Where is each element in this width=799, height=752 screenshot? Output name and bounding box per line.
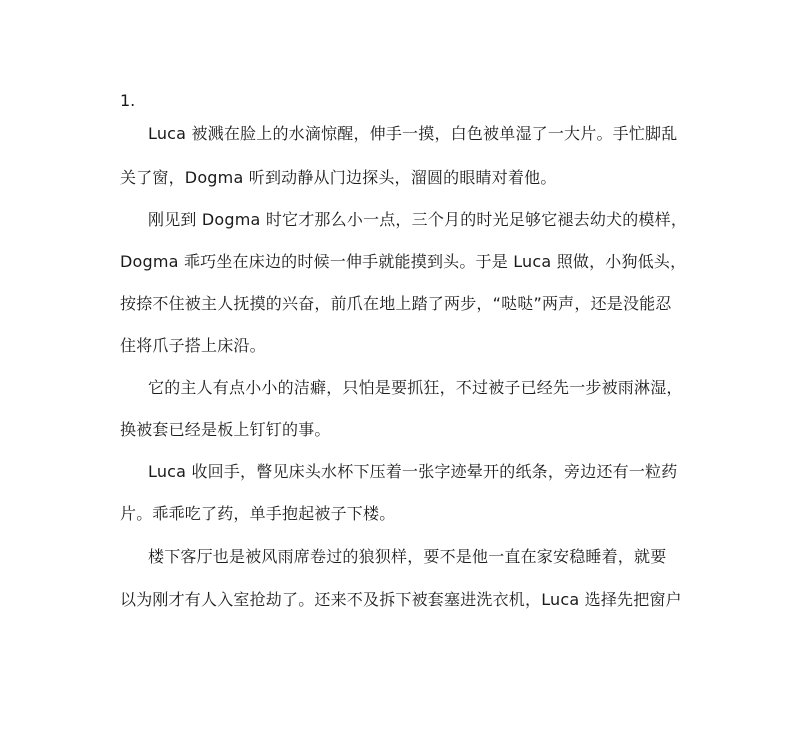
paragraph-line: 刚见到 Dogma 时它才那么小一点，三个月的时光足够它褪去幼犬的模样， [148, 210, 688, 229]
paragraph-line: Dogma 乖巧坐在床边的时候一伸手就能摸到头。于是 Luca 照做，小狗低头， [120, 252, 687, 271]
paragraph-line: 楼下客厅也是被风雨席卷过的狼狈样，要不是他一直在家安稳睡着，就要 [148, 547, 667, 566]
paragraph-line: Luca 被溅在脸上的水滴惊醒，伸手一摸，白色被单湿了一大片。手忙脚乱 [148, 124, 678, 143]
paragraph-line: 关了窗，Dogma 听到动静从门边探头，溜圆的眼睛对着他。 [120, 168, 557, 187]
paragraph-line: 按捺不住被主人抚摸的兴奋，前爪在地上踏了两步，“哒哒”两声，还是没能忍 [120, 294, 672, 313]
paragraph-line: 换被套已经是板上钉钉的事。 [120, 420, 331, 439]
paragraph-line: 它的主人有点小小的洁癖，只怕是要抓狂，不过被子已经先一步被雨淋湿， [148, 378, 683, 397]
paragraph-line: 住将爪子搭上床沿。 [120, 336, 266, 355]
paragraph-line: 片。乖乖吃了药，单手抱起被子下楼。 [120, 504, 396, 523]
paragraph-line: 以为刚才有人入室抢劫了。还来不及拆下被套塞进洗衣机，Luca 选择先把窗户 [120, 590, 682, 609]
section-number: 1. [120, 91, 136, 110]
paragraph-line: Luca 收回手，瞥见床头水杯下压着一张字迹晕开的纸条，旁边还有一粒药 [148, 462, 678, 481]
